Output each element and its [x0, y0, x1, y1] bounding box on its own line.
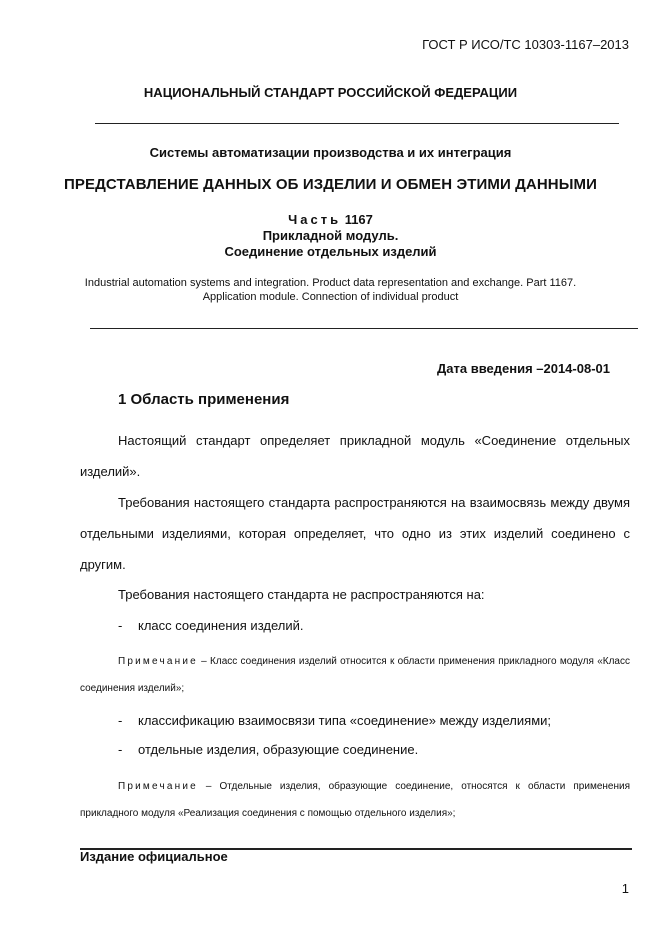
note-2 — [80, 773, 630, 827]
note-text: – Класс соединения изделий относится к области применения прикладного модуля «Класс соединения изделий»; — [80, 656, 630, 694]
part-module-name: Соединение отдельных изделий — [224, 244, 437, 259]
title-divider — [95, 123, 619, 124]
part-label: Часть — [288, 212, 342, 227]
list-item-text: отдельные изделия, образующие соединение. — [138, 742, 419, 757]
paragraph-1: Настоящий стандарт определяет прикладной модуль «Соединение отдельных изделий». — [80, 433, 630, 479]
list-dash: - — [118, 618, 123, 633]
page-number: 1 — [621, 881, 629, 896]
official-edition-label: Издание официальное — [80, 849, 228, 864]
list-dash: - — [118, 742, 123, 757]
paragraph-2: Требования настоящего стандарта распространяются на взаимосвязь между двумя отдельными изделиями, которая определяет, что одно из этих изделий соединено с другим. — [80, 495, 630, 572]
section-title: 1 Область применения — [118, 391, 290, 408]
part-number: 1167 — [344, 212, 373, 227]
paragraph-3: Требования настоящего стандарта не распространяются на: — [118, 587, 485, 602]
list-item-text: классификацию взаимосвязи типа «соединение» между изделиями; — [138, 713, 552, 728]
note-label: Примечание — [118, 656, 198, 667]
english-title-line1: Industrial automation systems and integration. Product data representation and exchange. Part 1167. — [84, 277, 577, 289]
note-text: – Отдельные изделия, образующие соединение, относятся к области применения прикладного модуля «Реализация соединения с помощью отдельного изделия»; — [80, 781, 630, 819]
list-item — [118, 618, 303, 633]
list-dash: - — [118, 713, 123, 728]
list-item — [118, 742, 418, 757]
english-title — [0, 276, 661, 304]
note-1 — [80, 648, 630, 702]
part-block — [0, 212, 661, 260]
series-title: Системы автоматизации производства и их интеграция — [149, 145, 512, 160]
english-title-line2: Application module. Connection of individual product — [202, 291, 459, 303]
introduction-date: Дата введения –2014-08-01 — [437, 361, 610, 376]
note-label: Примечание — [118, 781, 198, 792]
header-divider — [90, 328, 638, 329]
main-title: ПРЕДСТАВЛЕНИЕ ДАННЫХ ОБ ИЗДЕЛИИ И ОБМЕН ЭТИМИ ДАННЫМИ — [64, 176, 597, 193]
part-number-line — [0, 212, 661, 228]
list-item-text: класс соединения изделий. — [138, 618, 304, 633]
part-module-line: Прикладной модуль. — [262, 228, 399, 243]
standard-code: ГОСТ Р ИСО/ТС 10303-1167–2013 — [422, 37, 629, 52]
list-item — [118, 713, 551, 728]
national-standard-title: НАЦИОНАЛЬНЫЙ СТАНДАРТ РОССИЙСКОЙ ФЕДЕРАЦИИ — [143, 85, 518, 100]
